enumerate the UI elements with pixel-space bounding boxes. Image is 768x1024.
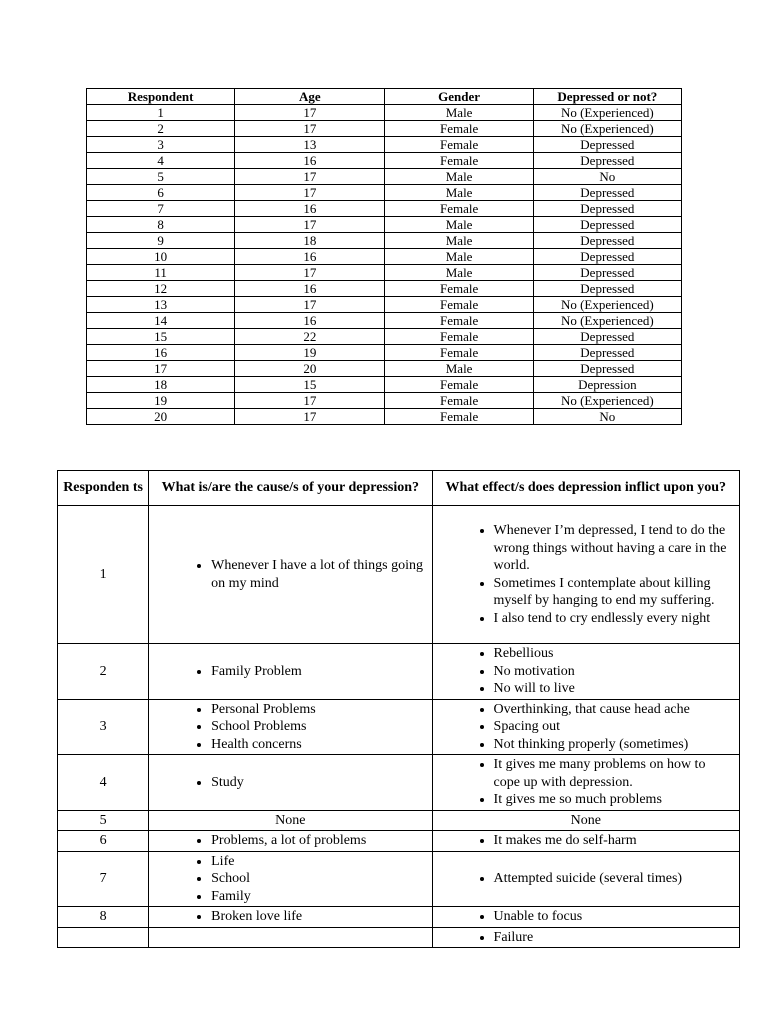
respondent-cell: 4 [87,153,235,169]
respondent-cell: 20 [87,409,235,425]
header-age: Age [235,89,385,105]
causes-cell [149,851,432,907]
age-cell: 15 [235,377,385,393]
gender-cell: Female [385,137,533,153]
causes-list [150,557,430,592]
respondent-cell: 7 [87,201,235,217]
status-cell: Depressed [533,185,681,201]
status-cell: Depressed [533,233,681,249]
age-cell: 18 [235,233,385,249]
causes-cell [149,927,432,948]
effects-list [434,929,738,947]
respondent-cell: 10 [87,249,235,265]
status-cell: Depressed [533,201,681,217]
table-row [58,851,740,907]
age-cell: 16 [235,249,385,265]
table-row [87,281,682,297]
table-row [87,121,682,137]
age-cell: 16 [235,153,385,169]
causes-cell: None [149,810,432,831]
table-row [58,831,740,852]
table-row [87,297,682,313]
age-cell: 17 [235,297,385,313]
gender-cell: Female [385,329,533,345]
age-cell: 20 [235,361,385,377]
respondent-number-cell [58,927,149,948]
list-item: • It makes me do self-harm [494,832,732,850]
causes-list [150,701,430,754]
table-row [87,329,682,345]
causes-list [150,853,430,906]
effects-list [434,522,738,627]
gender-cell: Female [385,297,533,313]
list-item: • Personal Problems [211,701,424,719]
list-item: • Attempted suicide (several times) [494,870,732,888]
age-cell: 17 [235,105,385,121]
table-row [87,393,682,409]
list-item: • Failure [494,929,732,947]
respondent-cell: 5 [87,169,235,185]
table-row [58,907,740,928]
respondent-cell: 13 [87,297,235,313]
status-cell: Depressed [533,345,681,361]
list-item: • Rebellious [494,645,732,663]
respondent-number-cell: 5 [58,810,149,831]
status-cell: No (Experienced) [533,313,681,329]
table-row [58,506,740,644]
effects-cell: None [432,810,739,831]
respondent-number-cell: 8 [58,907,149,928]
table-row [87,153,682,169]
respondent-cell: 15 [87,329,235,345]
status-cell: No [533,169,681,185]
age-cell: 17 [235,169,385,185]
age-cell: 17 [235,185,385,201]
list-item: • Family Problem [211,663,424,681]
effects-list [434,645,738,698]
list-item: • Spacing out [494,718,732,736]
table-row [87,265,682,281]
respondent-number-cell: 7 [58,851,149,907]
header-depressed: Depressed or not? [533,89,681,105]
causes-list [150,832,430,850]
gender-cell: Female [385,153,533,169]
gender-cell: Female [385,393,533,409]
causes-cell [149,644,432,700]
list-item: • Life [211,853,424,871]
status-cell: Depressed [533,217,681,233]
respondent-number-cell: 6 [58,831,149,852]
status-cell: No (Experienced) [533,297,681,313]
list-item: • School Problems [211,718,424,736]
effects-cell [432,755,739,811]
gender-cell: Male [385,105,533,121]
causes-cell [149,831,432,852]
list-item: • Overthinking, that cause head ache [494,701,732,719]
respondent-number-cell: 4 [58,755,149,811]
gender-cell: Male [385,361,533,377]
table-row [87,249,682,265]
status-cell: Depressed [533,265,681,281]
gender-cell: Female [385,409,533,425]
causes-cell [149,755,432,811]
table-row [87,409,682,425]
header-gender: Gender [385,89,533,105]
status-cell: Depressed [533,361,681,377]
respondent-profile-table [86,88,682,425]
table-row [87,377,682,393]
respondent-cell: 1 [87,105,235,121]
respondent-cell: 3 [87,137,235,153]
table-row [87,233,682,249]
effects-list [434,870,738,888]
respondent-cell: 8 [87,217,235,233]
respondent-cell: 2 [87,121,235,137]
gender-cell: Male [385,217,533,233]
gender-cell: Male [385,249,533,265]
table-row [58,699,740,755]
status-cell: Depressed [533,153,681,169]
age-cell: 16 [235,313,385,329]
age-cell: 22 [235,329,385,345]
gender-cell: Female [385,121,533,137]
age-cell: 13 [235,137,385,153]
respondent-cell: 18 [87,377,235,393]
status-cell: Depressed [533,329,681,345]
list-item: • Study [211,774,424,792]
age-cell: 17 [235,217,385,233]
causes-list [150,663,430,681]
list-item: • No will to live [494,680,732,698]
gender-cell: Female [385,345,533,361]
status-cell: Depressed [533,137,681,153]
causes-cell [149,699,432,755]
gender-cell: Male [385,233,533,249]
table-row [87,217,682,233]
gender-cell: Female [385,313,533,329]
table1-header-row [87,89,682,105]
gender-cell: Male [385,169,533,185]
respondent-cell: 9 [87,233,235,249]
table-row [87,137,682,153]
table-row [87,345,682,361]
effects-list [434,756,738,809]
gender-cell: Male [385,185,533,201]
gender-cell: Female [385,281,533,297]
table-row [58,644,740,700]
table-row [87,169,682,185]
effects-list [434,701,738,754]
causes-list [150,774,430,792]
effects-cell [432,831,739,852]
list-item: • It gives me so much problems [494,791,732,809]
list-item: • School [211,870,424,888]
effects-cell [432,907,739,928]
effects-list [434,832,738,850]
age-cell: 16 [235,281,385,297]
age-cell: 16 [235,201,385,217]
list-item: • It gives me many problems on how to cope up with depression. [494,756,732,791]
table-row [58,755,740,811]
list-item: • I also tend to cry endlessly every night [494,610,732,628]
list-item: • Sometimes I contemplate about killing myself by hanging to end my suffering. [494,575,732,610]
age-cell: 19 [235,345,385,361]
table-row [87,201,682,217]
table-row [87,313,682,329]
list-item: • Whenever I’m depressed, I tend to do the wrong things without having a care in the world. [494,522,732,575]
list-item: • Family [211,888,424,906]
list-item: • Broken love life [211,908,424,926]
effects-cell [432,851,739,907]
respondent-number-cell: 2 [58,644,149,700]
status-cell: No (Experienced) [533,121,681,137]
age-cell: 17 [235,265,385,281]
list-item: • Whenever I have a lot of things going on my mind [211,557,424,592]
respondent-cell: 12 [87,281,235,297]
status-cell: No [533,409,681,425]
effects-cell [432,699,739,755]
list-item: • Unable to focus [494,908,732,926]
effects-cell [432,927,739,948]
table-row [58,810,740,831]
gender-cell: Male [385,265,533,281]
status-cell: No (Experienced) [533,393,681,409]
table-row [87,361,682,377]
table-row [87,105,682,121]
respondent-cell: 16 [87,345,235,361]
age-cell: 17 [235,121,385,137]
effects-list [434,908,738,926]
header-effects: What effect/s does depression inflict upon you? [432,471,739,506]
table2-header-row [58,471,740,506]
causes-effects-table [57,470,740,948]
list-item: • No motivation [494,663,732,681]
age-cell: 17 [235,393,385,409]
gender-cell: Female [385,201,533,217]
respondent-cell: 6 [87,185,235,201]
respondent-cell: 17 [87,361,235,377]
effects-cell [432,506,739,644]
respondent-number-cell: 3 [58,699,149,755]
respondent-number-cell: 1 [58,506,149,644]
respondent-cell: 19 [87,393,235,409]
gender-cell: Female [385,377,533,393]
list-item: • Problems, a lot of problems [211,832,424,850]
table-row [58,927,740,948]
header-causes: What is/are the cause/s of your depression? [149,471,432,506]
respondent-cell: 14 [87,313,235,329]
table-row [87,185,682,201]
status-cell: No (Experienced) [533,105,681,121]
causes-cell [149,506,432,644]
status-cell: Depression [533,377,681,393]
causes-cell [149,907,432,928]
status-cell: Depressed [533,249,681,265]
effects-cell [432,644,739,700]
list-item: • Not thinking properly (sometimes) [494,736,732,754]
respondent-cell: 11 [87,265,235,281]
status-cell: Depressed [533,281,681,297]
list-item: • Health concerns [211,736,424,754]
header-respondent: Respondent [87,89,235,105]
age-cell: 17 [235,409,385,425]
causes-list [150,908,430,926]
header-respondents: Responden ts [58,471,149,506]
